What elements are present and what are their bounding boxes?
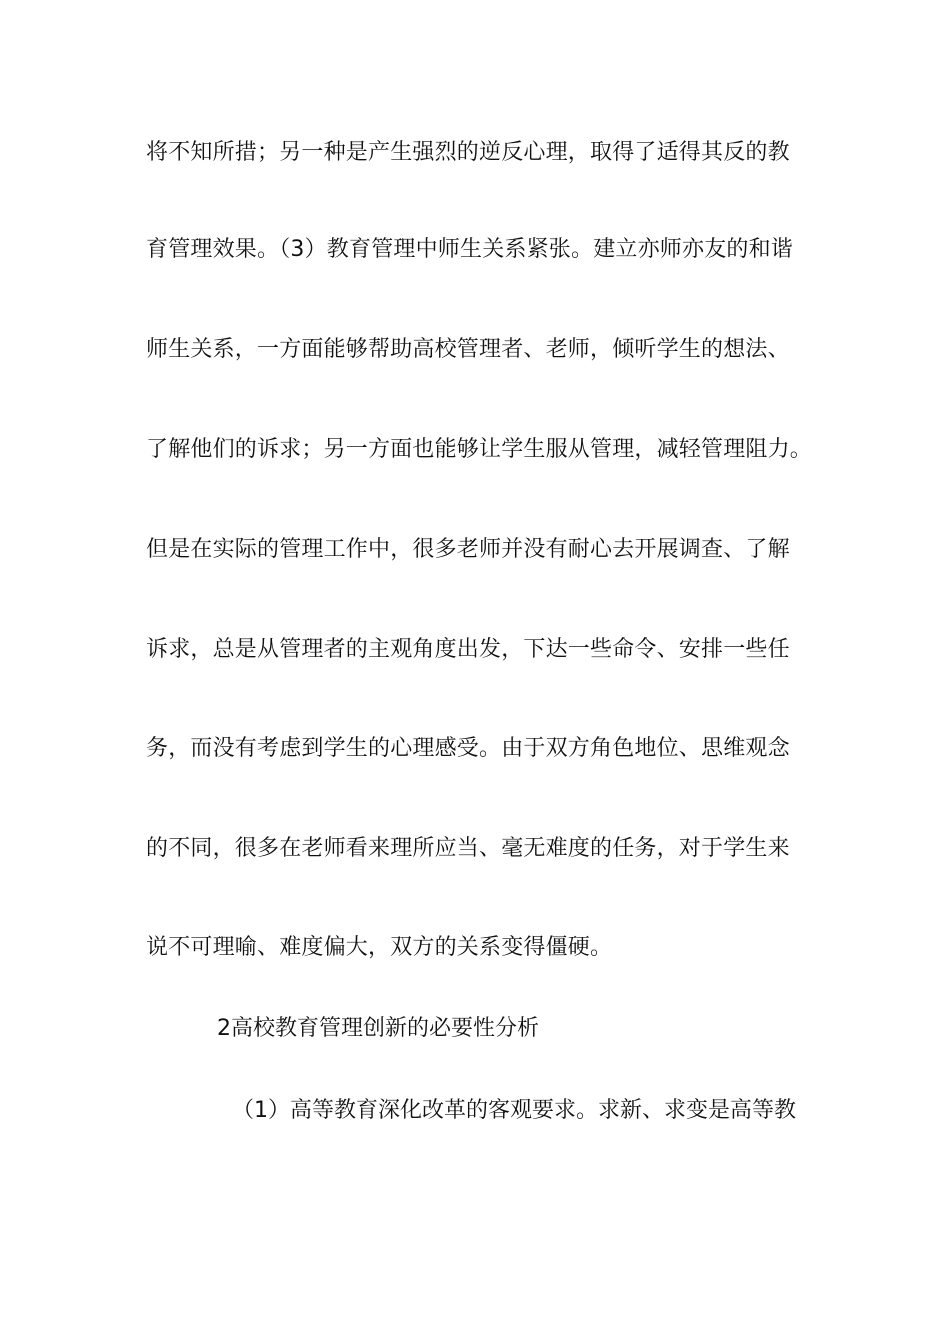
paragraph-line: 但是在实际的管理工作中，很多老师并没有耐心去开展调查、了解 [146,537,790,562]
paragraph-line: 师生关系，一方面能够帮助高校管理者、老师，倾听学生的想法、 [146,337,790,362]
section-heading: 2高校教育管理创新的必要性分析 [217,1016,539,1041]
paragraph-line: 将不知所措；另一种是产生强烈的逆反心理，取得了适得其反的教 [146,140,790,165]
paragraph-line: 育管理效果。（3）教育管理中师生关系紧张。建立亦师亦友的和谐 [146,237,793,262]
paragraph-line: 的不同，很多在老师看来理所应当、毫无难度的任务，对于学生来 [146,836,790,861]
paragraph-line: 务，而没有考虑到学生的心理感受。由于双方角色地位、思维观念 [146,736,790,761]
paragraph-line: 诉求，总是从管理者的主观角度出发，下达一些命令、安排一些任 [146,637,790,662]
paragraph-line: 了解他们的诉求；另一方面也能够让学生服从管理，减轻管理阻力。 [146,437,813,462]
paragraph-line: 说不可理喻、难度偏大，双方的关系变得僵硬。 [146,935,613,960]
paragraph-first-line: （1）高等教育深化改革的客观要求。求新、求变是高等教 [232,1098,796,1123]
